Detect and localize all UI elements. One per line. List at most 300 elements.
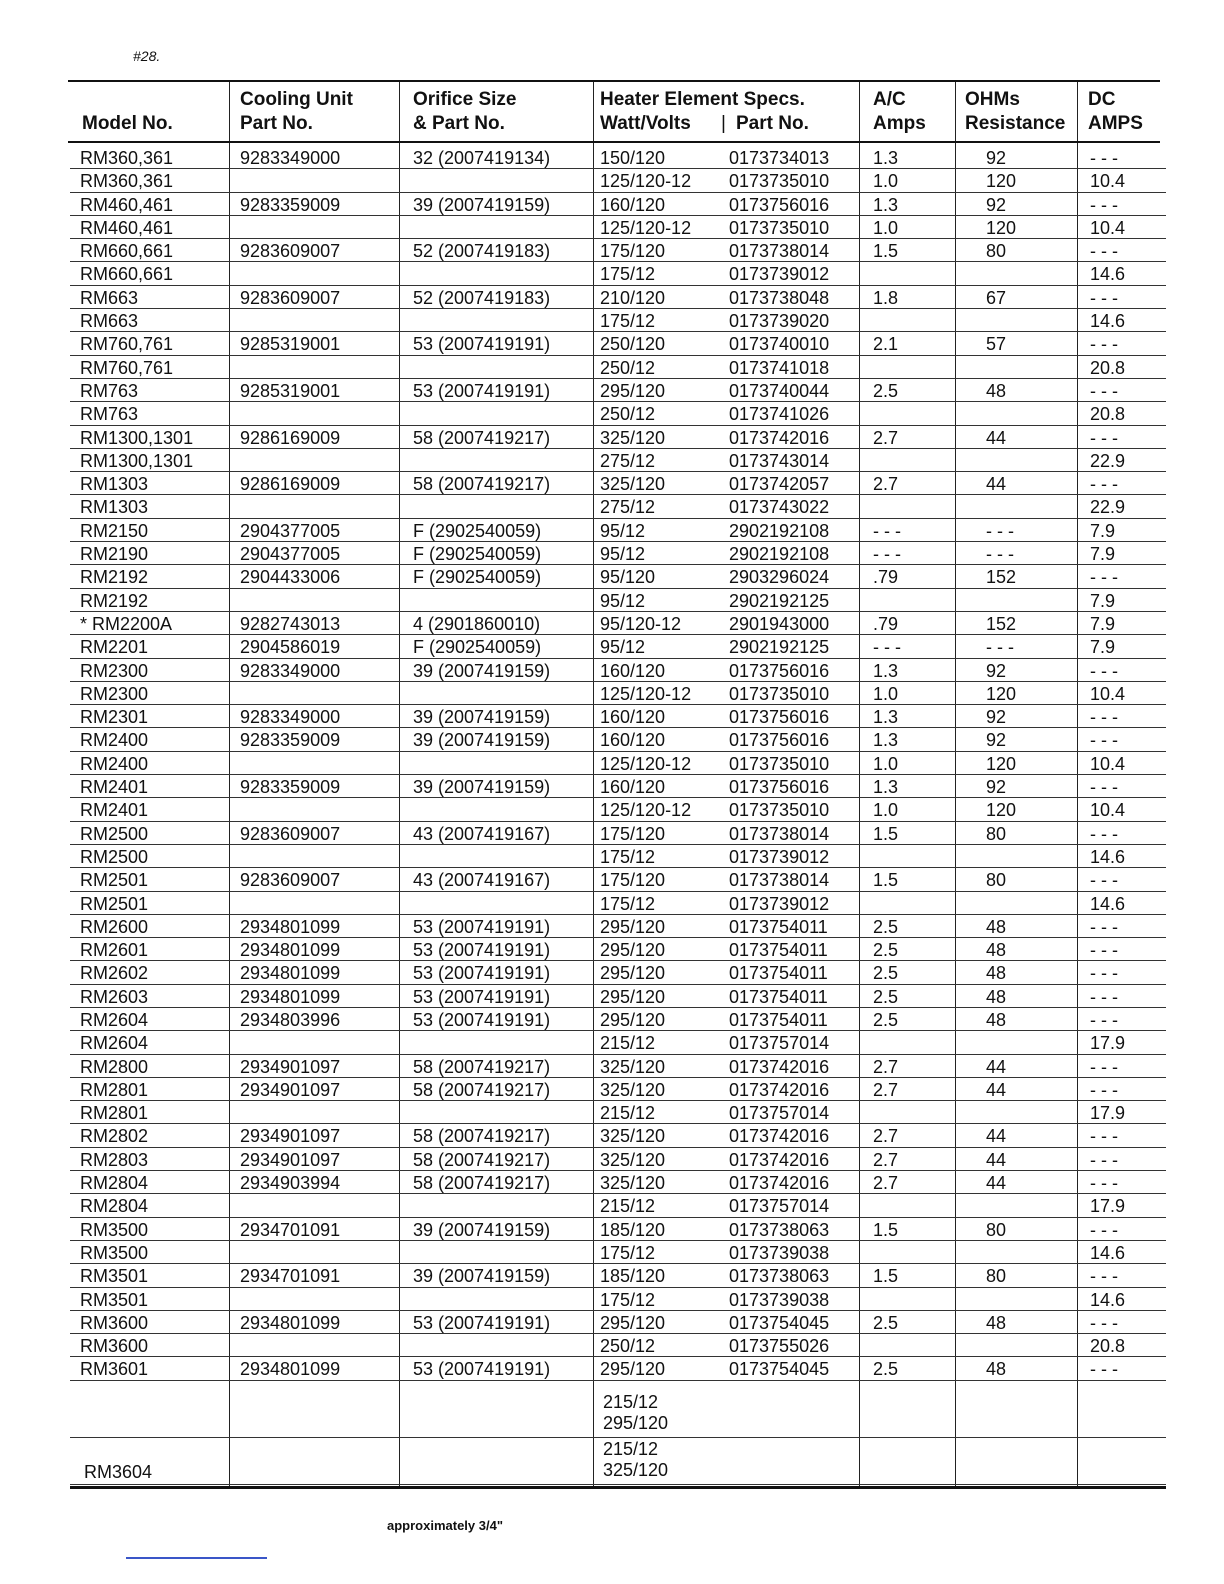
dc-amps-cell: 17.9 xyxy=(1090,1033,1126,1054)
ac-amps-cell: 2.5 xyxy=(873,1359,899,1380)
table-row xyxy=(70,193,1166,216)
model-cell: RM2601 xyxy=(80,940,149,961)
table-row xyxy=(70,1124,1166,1147)
watt-cell: 295/120 xyxy=(603,1413,669,1433)
table-row xyxy=(70,635,1166,658)
model-cell: RM3501 xyxy=(80,1266,149,1287)
header-orifice-2: & Part No. xyxy=(413,113,505,134)
ohms-cell: 48 xyxy=(986,916,1007,937)
watt-volts-cell: 125/120-12 xyxy=(600,753,692,774)
table-row xyxy=(70,1311,1166,1334)
ac-amps-cell: 1.0 xyxy=(873,171,899,192)
orifice-cell: 39 (2007419159) xyxy=(413,194,551,215)
orifice-cell: F (2902540059) xyxy=(413,567,542,588)
dc-amps-cell: - - - xyxy=(1090,823,1118,844)
ohms-cell: 67 xyxy=(986,287,1007,308)
dc-amps-cell: - - - xyxy=(1090,1173,1118,1194)
dc-amps-cell: - - - xyxy=(1090,870,1118,891)
dc-amps-cell: - - - xyxy=(1090,916,1118,937)
table-row xyxy=(70,1171,1166,1194)
table-row xyxy=(70,495,1166,518)
cooling-part-cell: 9283349000 xyxy=(240,148,341,168)
model-cell: RM663 xyxy=(80,287,139,308)
dc-amps-cell: - - - xyxy=(1090,777,1118,798)
ohms-cell: 80 xyxy=(986,1219,1007,1240)
cooling-part-cell: 2934903994 xyxy=(240,1173,341,1194)
table-row xyxy=(70,845,1166,868)
model-cell: RM763 xyxy=(80,404,139,425)
table-row xyxy=(70,1218,1166,1241)
watt-volts-cell: 175/12 xyxy=(600,846,656,867)
model-cell: RM3601 xyxy=(80,1359,149,1380)
watt-volts-cell: 325/120 xyxy=(600,1126,666,1147)
ohms-cell: 44 xyxy=(986,427,1007,448)
dc-amps-cell: 10.4 xyxy=(1090,171,1126,192)
cooling-part-cell: 9283359009 xyxy=(240,194,341,215)
model-cell: RM3604 xyxy=(84,1462,153,1482)
header-cooling-2: Part No. xyxy=(240,113,313,134)
table-row xyxy=(70,356,1166,379)
model-cell: RM2604 xyxy=(80,1009,149,1030)
heater-part-cell: 0173754045 xyxy=(729,1359,830,1380)
table-row xyxy=(70,286,1166,309)
watt-volts-cell: 325/120 xyxy=(600,1173,666,1194)
dc-amps-cell: 10.4 xyxy=(1090,217,1126,238)
orifice-cell: 58 (2007419217) xyxy=(413,1173,551,1194)
ohms-cell: 92 xyxy=(986,660,1007,681)
model-cell: RM460,461 xyxy=(80,194,174,215)
dc-amps-cell: - - - xyxy=(1090,287,1118,308)
heater-part-cell: 0173754045 xyxy=(729,1312,830,1333)
watt-volts-cell: 185/120 xyxy=(600,1266,666,1287)
ac-amps-cell: 2.5 xyxy=(873,380,899,401)
cooling-part-cell: 9285319001 xyxy=(240,334,341,355)
dc-amps-cell: 14.6 xyxy=(1090,1289,1126,1310)
model-cell: RM660,661 xyxy=(80,264,174,285)
ac-amps-cell: 2.7 xyxy=(873,474,899,495)
cooling-part-cell: 2934801099 xyxy=(240,1312,341,1333)
table-row xyxy=(70,309,1166,332)
heater-part-cell: 2901943000 xyxy=(729,613,830,634)
model-cell: RM2190 xyxy=(80,544,149,565)
ac-amps-cell: 1.3 xyxy=(873,730,899,751)
ohms-cell: 48 xyxy=(986,1009,1007,1030)
ac-amps-cell: 1.5 xyxy=(873,241,899,262)
watt-volts-cell: 175/12 xyxy=(600,893,656,914)
watt-volts-cell: 295/120 xyxy=(600,916,666,937)
watt-volts-cell: 160/120 xyxy=(600,194,666,215)
heater-part-cell: 0173738063 xyxy=(729,1219,830,1240)
watt-volts-cell: 160/120 xyxy=(600,730,666,751)
table-row xyxy=(70,379,1166,402)
orifice-cell: 53 (2007419191) xyxy=(413,1312,551,1333)
orifice-cell: 39 (2007419159) xyxy=(413,1266,551,1287)
cooling-part-cell: 9283359009 xyxy=(240,777,341,798)
ohms-cell: 57 xyxy=(986,334,1007,355)
model-cell: RM2501 xyxy=(80,870,149,891)
cooling-part-cell: 2934701091 xyxy=(240,1219,341,1240)
watt-volts-cell: 295/120 xyxy=(600,963,666,984)
cooling-part-cell: 9283609007 xyxy=(240,823,341,844)
cooling-part-cell: 2904586019 xyxy=(240,637,341,658)
model-cell: RM760,761 xyxy=(80,334,174,355)
table-row xyxy=(70,752,1166,775)
dc-amps-cell: 20.8 xyxy=(1090,404,1126,425)
ohms-cell: 80 xyxy=(986,241,1007,262)
ac-amps-cell: - - - xyxy=(873,637,901,658)
model-cell: RM2604 xyxy=(80,1033,149,1054)
watt-volts-cell: 250/12 xyxy=(600,404,656,425)
ohms-cell: 48 xyxy=(986,940,1007,961)
orifice-cell: 52 (2007419183) xyxy=(413,287,551,308)
model-cell: RM2803 xyxy=(80,1149,149,1170)
cooling-part-cell: 9283349000 xyxy=(240,660,341,681)
ohms-cell: 92 xyxy=(986,707,1007,728)
orifice-cell: 53 (2007419191) xyxy=(413,1359,551,1380)
heater-part-cell: 0173738063 xyxy=(729,1266,830,1287)
ac-amps-cell: 2.1 xyxy=(873,334,899,355)
heater-part-cell: 2902192108 xyxy=(729,544,830,565)
heater-part-cell: 0173742016 xyxy=(729,1056,830,1077)
dc-amps-cell: 14.6 xyxy=(1090,311,1126,332)
cooling-part-cell: 9286169009 xyxy=(240,427,341,448)
dc-amps-cell: 7.9 xyxy=(1090,590,1116,611)
ac-amps-cell: 1.5 xyxy=(873,870,899,891)
ac-amps-cell: - - - xyxy=(873,520,901,541)
dc-amps-cell: - - - xyxy=(1090,1079,1118,1100)
header-ac-1: A/C xyxy=(873,89,906,110)
table-row xyxy=(70,332,1166,355)
watt-volts-cell: 295/120 xyxy=(600,1009,666,1030)
heater-part-cell: 0173734013 xyxy=(729,148,830,168)
dc-amps-cell: 7.9 xyxy=(1090,613,1116,634)
orifice-cell: 39 (2007419159) xyxy=(413,660,551,681)
ac-amps-cell: 1.3 xyxy=(873,707,899,728)
heater-part-cell: 0173742016 xyxy=(729,1126,830,1147)
ohms-cell: 92 xyxy=(986,194,1007,215)
cooling-part-cell: 9283609007 xyxy=(240,241,341,262)
dc-amps-cell: 7.9 xyxy=(1090,544,1116,565)
table-row xyxy=(70,1194,1166,1217)
watt-volts-cell: 175/12 xyxy=(600,264,656,285)
ohms-cell: 152 xyxy=(986,613,1017,634)
watt-volts-cell: 160/120 xyxy=(600,777,666,798)
dc-amps-cell: - - - xyxy=(1090,334,1118,355)
ohms-cell: 80 xyxy=(986,823,1007,844)
cooling-part-cell: 2904377005 xyxy=(240,544,341,565)
model-cell: RM2602 xyxy=(80,963,149,984)
ohms-cell: 120 xyxy=(986,753,1017,774)
dc-amps-cell: - - - xyxy=(1090,474,1118,495)
heater-part-cell: 0173757014 xyxy=(729,1033,830,1054)
model-cell: RM2401 xyxy=(80,800,149,821)
dc-amps-cell: - - - xyxy=(1090,1219,1118,1240)
table-row xyxy=(70,659,1166,682)
heater-part-cell: 0173742057 xyxy=(729,474,830,495)
model-cell: RM2801 xyxy=(80,1079,149,1100)
dc-amps-cell: - - - xyxy=(1090,194,1118,215)
model-cell: RM1300,1301 xyxy=(80,427,194,448)
heater-part-cell: 0173739012 xyxy=(729,264,830,285)
table-row xyxy=(70,961,1166,984)
ohms-cell: 120 xyxy=(986,683,1017,704)
model-cell: RM3501 xyxy=(80,1289,149,1310)
header-orifice-1: Orifice Size xyxy=(413,89,517,110)
heater-part-cell: 0173756016 xyxy=(729,194,830,215)
dc-amps-cell: - - - xyxy=(1090,148,1118,168)
footnote: approximately 3/4" xyxy=(387,1518,503,1533)
watt-volts-cell: 125/120-12 xyxy=(600,171,692,192)
header-heater-watt: Watt/Volts xyxy=(600,113,691,134)
ohms-cell: 48 xyxy=(986,1312,1007,1333)
heater-part-cell: 0173754011 xyxy=(729,940,828,961)
table-row xyxy=(70,705,1166,728)
ac-amps-cell: 2.5 xyxy=(873,916,899,937)
model-cell: RM2300 xyxy=(80,660,149,681)
orifice-cell: 39 (2007419159) xyxy=(413,730,551,751)
heater-part-cell: 0173742016 xyxy=(729,1079,830,1100)
table-row xyxy=(70,915,1166,938)
orifice-cell: 4 (2901860010) xyxy=(413,613,541,634)
header-ac-2: Amps xyxy=(873,113,926,134)
model-cell: RM760,761 xyxy=(80,357,174,378)
orifice-cell: 58 (2007419217) xyxy=(413,1079,551,1100)
orifice-cell: 39 (2007419159) xyxy=(413,1219,551,1240)
heater-part-cell: 0173756016 xyxy=(729,777,830,798)
dc-amps-cell: 14.6 xyxy=(1090,893,1126,914)
heater-part-cell: 0173754011 xyxy=(729,963,828,984)
ac-amps-cell: 2.5 xyxy=(873,940,899,961)
dc-amps-cell: - - - xyxy=(1090,1312,1118,1333)
heater-part-cell: 0173755026 xyxy=(729,1336,830,1357)
dc-amps-cell: 22.9 xyxy=(1090,497,1126,518)
watt-volts-cell: 215/12 xyxy=(600,1196,656,1217)
table-row xyxy=(70,402,1166,425)
cooling-part-cell: 2934801099 xyxy=(240,963,341,984)
heater-part-cell: 0173739020 xyxy=(729,311,830,332)
orifice-cell: 58 (2007419217) xyxy=(413,1126,551,1147)
model-cell: RM2500 xyxy=(80,823,149,844)
header-ohms-2: Resistance xyxy=(965,113,1066,134)
heater-part-cell: 0173756016 xyxy=(729,660,830,681)
ac-amps-cell: .79 xyxy=(873,567,899,588)
heater-part-cell: 0173754011 xyxy=(729,1009,828,1030)
ohms-cell: - - - xyxy=(986,520,1014,541)
watt-volts-cell: 295/120 xyxy=(600,940,666,961)
heater-part-cell: 0173735010 xyxy=(729,171,830,192)
dc-amps-cell: - - - xyxy=(1090,567,1118,588)
header-heater-divider: | xyxy=(721,113,726,134)
model-cell: RM2192 xyxy=(80,567,149,588)
ac-amps-cell: - - - xyxy=(873,544,901,565)
table-row xyxy=(70,1391,1166,1438)
watt-volts-cell: 95/12 xyxy=(600,590,646,611)
dc-amps-cell: 7.9 xyxy=(1090,637,1116,658)
heater-part-cell: 0173742016 xyxy=(729,427,830,448)
page-label: #28. xyxy=(133,48,161,64)
orifice-cell: 53 (2007419191) xyxy=(413,963,551,984)
dc-amps-cell: - - - xyxy=(1090,1359,1118,1380)
model-cell: RM2400 xyxy=(80,753,149,774)
underline-link[interactable] xyxy=(126,1557,267,1559)
ohms-cell: 48 xyxy=(986,380,1007,401)
ac-amps-cell: 2.7 xyxy=(873,1056,899,1077)
dc-amps-cell: - - - xyxy=(1090,707,1118,728)
watt-volts-cell: 160/120 xyxy=(600,660,666,681)
table-row xyxy=(70,542,1166,565)
ac-amps-cell: .79 xyxy=(873,613,899,634)
watt-volts-cell: 185/120 xyxy=(600,1219,666,1240)
table-row xyxy=(70,1055,1166,1078)
ohms-cell: 120 xyxy=(986,217,1017,238)
watt-volts-cell: 250/12 xyxy=(600,357,656,378)
watt-volts-cell: 325/120 xyxy=(600,1079,666,1100)
heater-part-cell: 0173739012 xyxy=(729,846,830,867)
ac-amps-cell: 2.5 xyxy=(873,1009,899,1030)
ohms-cell: 92 xyxy=(986,148,1007,168)
model-cell: RM2301 xyxy=(80,707,149,728)
orifice-cell: 43 (2007419167) xyxy=(413,823,551,844)
ohms-cell: 92 xyxy=(986,777,1007,798)
model-cell: RM2401 xyxy=(80,777,149,798)
bottom-rule xyxy=(70,1486,1166,1489)
watt-volts-cell: 150/120 xyxy=(600,148,666,168)
watt-volts-cell: 325/120 xyxy=(600,1056,666,1077)
table-extra-rows xyxy=(70,1391,1166,1485)
dc-amps-cell: - - - xyxy=(1090,1009,1118,1030)
heater-part-cell: 0173735010 xyxy=(729,217,830,238)
table-row xyxy=(70,239,1166,262)
table-row xyxy=(70,169,1166,192)
watt-volts-cell: 250/120 xyxy=(600,334,666,355)
ac-amps-cell: 2.7 xyxy=(873,1079,899,1100)
ohms-cell: 80 xyxy=(986,870,1007,891)
cooling-part-cell: 2934803996 xyxy=(240,1009,341,1030)
table-row xyxy=(70,938,1166,961)
table-row xyxy=(70,1241,1166,1264)
table-row xyxy=(70,519,1166,542)
heater-part-cell: 0173740044 xyxy=(729,380,830,401)
ac-amps-cell: 1.3 xyxy=(873,148,899,168)
model-cell: RM660,661 xyxy=(80,241,174,262)
watt-volts-cell: 215/12 xyxy=(600,1103,656,1124)
table-row xyxy=(70,728,1166,751)
heater-part-cell: 0173743022 xyxy=(729,497,830,518)
ohms-cell: 48 xyxy=(986,963,1007,984)
ac-amps-cell: 1.0 xyxy=(873,217,899,238)
watt-volts-cell: 325/120 xyxy=(600,474,666,495)
watt-volts-cell: 175/120 xyxy=(600,241,666,262)
ohms-cell: 152 xyxy=(986,567,1017,588)
dc-amps-cell: 22.9 xyxy=(1090,450,1126,471)
header-model: Model No. xyxy=(82,113,173,134)
header-dc-1: DC xyxy=(1088,89,1116,110)
orifice-cell: 58 (2007419217) xyxy=(413,427,551,448)
ohms-cell: 120 xyxy=(986,171,1017,192)
ohms-cell: 44 xyxy=(986,1149,1007,1170)
table-row xyxy=(70,1357,1166,1380)
table-row xyxy=(70,146,1166,169)
heater-part-cell: 0173739038 xyxy=(729,1289,830,1310)
heater-part-cell: 0173742016 xyxy=(729,1173,830,1194)
table-row xyxy=(70,892,1166,915)
orifice-cell: 52 (2007419183) xyxy=(413,241,551,262)
dc-amps-cell: - - - xyxy=(1090,940,1118,961)
cooling-part-cell: 2934901097 xyxy=(240,1056,341,1077)
model-cell: RM460,461 xyxy=(80,217,174,238)
model-cell: RM2600 xyxy=(80,916,149,937)
header-heater-part: Part No. xyxy=(736,113,809,134)
heater-part-cell: 0173738014 xyxy=(729,823,830,844)
model-cell: RM2800 xyxy=(80,1056,149,1077)
table-row xyxy=(70,822,1166,845)
watt-volts-cell: 175/12 xyxy=(600,311,656,332)
cooling-part-cell: 2934901097 xyxy=(240,1149,341,1170)
dc-amps-cell: - - - xyxy=(1090,963,1118,984)
watt-volts-cell: 210/120 xyxy=(600,287,666,308)
ac-amps-cell: 2.7 xyxy=(873,1149,899,1170)
dc-amps-cell: 17.9 xyxy=(1090,1196,1126,1217)
orifice-cell: 58 (2007419217) xyxy=(413,474,551,495)
dc-amps-cell: 7.9 xyxy=(1090,520,1116,541)
watt-volts-cell: 215/12 xyxy=(600,1033,656,1054)
model-cell: RM360,361 xyxy=(80,171,174,192)
watt-volts-cell: 325/120 xyxy=(600,427,666,448)
ohms-cell: 44 xyxy=(986,1056,1007,1077)
watt-cell: 215/12 xyxy=(603,1439,659,1459)
heater-part-cell: 2902192125 xyxy=(729,637,830,658)
table-row xyxy=(70,1031,1166,1054)
watt-volts-cell: 175/12 xyxy=(600,1242,656,1263)
model-cell: RM2804 xyxy=(80,1173,149,1194)
orifice-cell: 53 (2007419191) xyxy=(413,916,551,937)
model-cell: RM2192 xyxy=(80,590,149,611)
dc-amps-cell: 10.4 xyxy=(1090,683,1126,704)
watt-volts-cell: 95/12 xyxy=(600,544,646,565)
model-cell: RM1303 xyxy=(80,497,149,518)
table-row xyxy=(70,868,1166,891)
heater-part-cell: 2902192108 xyxy=(729,520,830,541)
ac-amps-cell: 1.0 xyxy=(873,753,899,774)
ohms-cell: - - - xyxy=(986,544,1014,565)
model-cell: RM2201 xyxy=(80,637,149,658)
orifice-cell: F (2902540059) xyxy=(413,520,542,541)
table-row xyxy=(70,426,1166,449)
cooling-part-cell: 9283609007 xyxy=(240,287,341,308)
header-dc-2: AMPS xyxy=(1088,113,1143,134)
table-row xyxy=(70,775,1166,798)
ac-amps-cell: 1.3 xyxy=(873,777,899,798)
dc-amps-cell: 20.8 xyxy=(1090,1336,1126,1357)
ohms-cell: 92 xyxy=(986,730,1007,751)
orifice-cell: 43 (2007419167) xyxy=(413,870,551,891)
model-cell: RM3600 xyxy=(80,1312,149,1333)
watt-volts-cell: 325/120 xyxy=(600,1149,666,1170)
heater-part-cell: 0173738014 xyxy=(729,241,830,262)
ac-amps-cell: 1.5 xyxy=(873,1219,899,1240)
watt-volts-cell: 295/120 xyxy=(600,380,666,401)
watt-volts-cell: 295/120 xyxy=(600,1312,666,1333)
cooling-part-cell: 2934801099 xyxy=(240,1359,341,1380)
dc-amps-cell: 20.8 xyxy=(1090,357,1126,378)
cooling-part-cell: 9282743013 xyxy=(240,613,341,634)
cooling-part-cell: 2904377005 xyxy=(240,520,341,541)
heater-part-cell: 0173757014 xyxy=(729,1103,830,1124)
table-row xyxy=(70,262,1166,285)
watt-cell: 215/12 xyxy=(603,1392,659,1412)
ac-amps-cell: 2.5 xyxy=(873,1312,899,1333)
dc-amps-cell: - - - xyxy=(1090,380,1118,401)
